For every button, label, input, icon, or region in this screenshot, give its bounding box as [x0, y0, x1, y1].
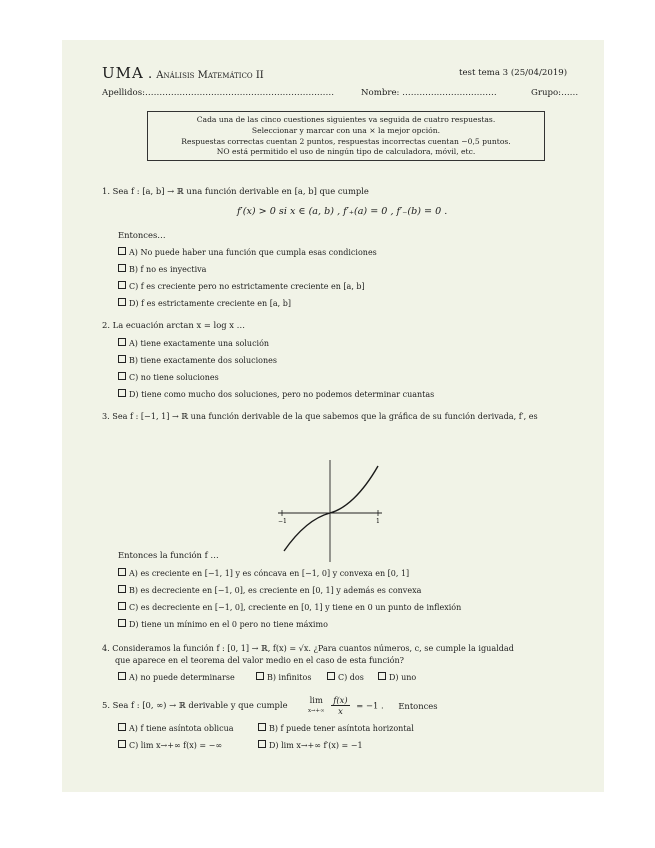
- tick-label-minus-one: −1: [278, 518, 287, 525]
- question-2-text: 2. La ecuación arctan x = log x …: [102, 320, 246, 330]
- question-5-text: 5. Sea f : [0, ∞) → ℝ derivable y que cumple: [102, 700, 288, 710]
- q1-option-c[interactable]: C) f es creciente pero no estrictamente creciente en [a, b]: [118, 281, 365, 291]
- checkbox[interactable]: [118, 568, 126, 576]
- checkbox[interactable]: [118, 619, 126, 627]
- q4-option-a[interactable]: A) no puede determinarse: [118, 672, 235, 682]
- name-field[interactable]: Nombre: ……………………………: [361, 88, 497, 98]
- checkbox[interactable]: [378, 672, 386, 680]
- question-1-text: 1. Sea f : [a, b] → ℝ una función derivable en [a, b] que cumple: [102, 186, 369, 196]
- limit-fraction: [331, 695, 349, 716]
- q2-option-c[interactable]: C) no tiene soluciones: [118, 372, 219, 382]
- q3-option-d[interactable]: D) tiene un mínimo en el 0 pero no tiene máximo: [118, 619, 328, 629]
- instruction-line: Seleccionar y marcar con una × la mejor opción.: [251, 125, 441, 135]
- q3-option-a[interactable]: A) es creciente en [−1, 1] y es cóncava en [−1, 0] y convexa en [0, 1]: [118, 568, 409, 578]
- checkbox[interactable]: [118, 723, 126, 731]
- question-4-text-2: que aparece en el teorema del valor medio en el caso de esta función?: [115, 655, 405, 665]
- fraction-denominator: x: [338, 706, 343, 716]
- question-3-lead: Entonces la función f …: [118, 550, 219, 560]
- question-1-formula: f′(x) > 0 si x ∈ (a, b) , f′₊(a) = 0 , f′₋(b) = 0 .: [237, 206, 448, 217]
- q4-option-d[interactable]: D) uno: [378, 672, 416, 682]
- q1-option-d[interactable]: D) f es estrictamente creciente en [a, b]: [118, 298, 291, 308]
- checkbox[interactable]: [118, 602, 126, 610]
- instructions-box: [147, 111, 545, 161]
- question-4-text: 4. Consideramos la función f : [0, 1] → ℝ, f(x) = √x. ¿Para cuantos números, c, se cumple la igualdad: [102, 643, 514, 653]
- q2-option-a[interactable]: A) tiene exactamente una solución: [118, 338, 269, 348]
- tick-label-one: 1: [376, 518, 380, 525]
- checkbox[interactable]: [118, 585, 126, 593]
- q2-option-d[interactable]: D) tiene como mucho dos soluciones, pero no podemos determinar cuantas: [118, 389, 434, 399]
- exam-sheet: [62, 40, 604, 792]
- checkbox[interactable]: [118, 389, 126, 397]
- checkbox[interactable]: [118, 247, 126, 255]
- q4-option-b[interactable]: B) infinitos: [256, 672, 311, 682]
- lim-subscript: x→+∞: [308, 707, 325, 714]
- q4-option-c[interactable]: C) dos: [327, 672, 364, 682]
- instruction-line: Respuestas correctas cuentan 2 puntos, respuestas incorrectas cuentan −0,5 puntos.: [181, 136, 511, 146]
- q1-option-a[interactable]: A) No puede haber una función que cumpla esas condiciones: [118, 247, 377, 257]
- q1-option-b[interactable]: B) f no es inyectiva: [118, 264, 206, 274]
- checkbox[interactable]: [118, 372, 126, 380]
- q2-option-b[interactable]: B) tiene exactamente dos soluciones: [118, 355, 277, 365]
- limit-rhs: = −1 .: [356, 700, 384, 711]
- checkbox[interactable]: [258, 740, 266, 748]
- q5-option-b[interactable]: B) f puede tener asíntota horizontal: [258, 723, 414, 733]
- instruction-line: Cada una de las cinco cuestiones siguientes va seguida de cuatro respuestas.: [196, 115, 496, 124]
- limit-operator: [308, 696, 325, 716]
- question-1-lead: Entonces…: [118, 230, 166, 240]
- limit-expression: [308, 695, 438, 716]
- question-3-text: 3. Sea f : [−1, 1] → ℝ una función derivable de la que sabemos que la gráfica de su función derivada, f′, es: [102, 411, 538, 421]
- q3-option-b[interactable]: B) es decreciente en [−1, 0], es creciente en [0, 1] y además es convexa: [118, 585, 421, 595]
- checkbox[interactable]: [327, 672, 335, 680]
- course-name: Análisis Matemático II: [156, 70, 264, 81]
- checkbox[interactable]: [118, 355, 126, 363]
- checkbox[interactable]: [118, 264, 126, 272]
- instruction-line: NO está permitido el uso de ningún tipo de calculadora, móvil, etc.: [216, 147, 476, 157]
- checkbox[interactable]: [258, 723, 266, 731]
- test-info: test tema 3 (25/04/2019): [459, 68, 568, 78]
- checkbox[interactable]: [256, 672, 264, 680]
- group-field[interactable]: Grupo:……: [531, 88, 579, 98]
- q5-option-d[interactable]: D) lim x→+∞ f′(x) = −1: [258, 740, 363, 750]
- lim-word: lim: [309, 694, 323, 705]
- checkbox[interactable]: [118, 338, 126, 346]
- fraction-numerator: f(x): [333, 695, 348, 705]
- derivative-graph: [270, 456, 390, 566]
- checkbox[interactable]: [118, 740, 126, 748]
- q5-option-c[interactable]: C) lim x→+∞ f(x) = −∞: [118, 740, 222, 750]
- exam-title: UMA . Análisis Matemático II: [102, 64, 264, 82]
- checkbox[interactable]: [118, 281, 126, 289]
- checkbox[interactable]: [118, 298, 126, 306]
- surname-field[interactable]: Apellidos:…………………………………………………………: [102, 88, 335, 98]
- q3-option-c[interactable]: C) es decreciente en [−1, 0], creciente en [0, 1] y tiene en 0 un punto de inflexión: [118, 602, 461, 612]
- checkbox[interactable]: [118, 672, 126, 680]
- derivative-curve: [284, 466, 378, 551]
- question-5-lead: Entonces: [398, 700, 438, 711]
- q5-option-a[interactable]: A) f tiene asíntota oblicua: [118, 723, 233, 733]
- school-name: UMA: [102, 64, 144, 82]
